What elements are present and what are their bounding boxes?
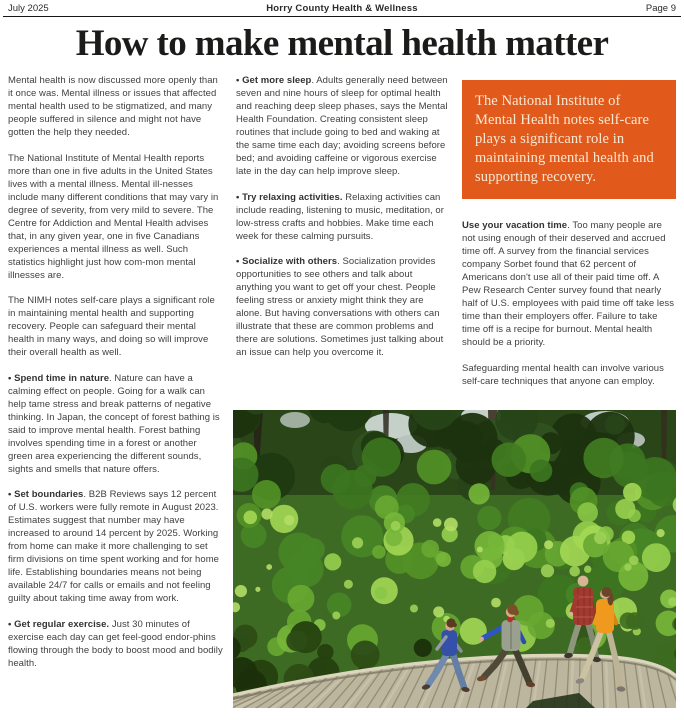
article-paragraph: [8, 294, 223, 359]
paragraph-lead: • Set boundaries: [8, 489, 84, 500]
article-photo-forest-boardwalk: [233, 410, 676, 708]
article-headline: How to make mental health matter: [75, 23, 609, 64]
article-column-1: [8, 74, 223, 682]
paragraph-lead: • Try relaxing activities.: [236, 191, 343, 203]
paragraph-lead: • Get regular exercise.: [8, 618, 110, 630]
paragraph-lead: Use your vacation time: [462, 220, 568, 231]
article-paragraph: [236, 191, 451, 243]
article-paragraph: [8, 618, 223, 670]
paragraph-text: Just 30 minutes of exercise each day can get feel-good endor-phins flowing through the body to boost mood and bodily health.: [8, 618, 223, 669]
paragraph-text: Relaxing activities can include reading, listening to music, meditation, or low-stress crafts and hobbies. Make time each week for these calming pursuits.: [236, 191, 444, 242]
article-paragraph: [236, 74, 451, 178]
pull-quote-box: The National Institute of Mental Health notes self-care plays a significant role in maintaining mental health and supporting recovery.: [462, 80, 676, 199]
paragraph-text: . Nature can have a calming effect on people. Going for a walk can help tame stress and break patterns of negative thinking. In Japan, the concept of forest bathing is said to improve mental health. Forest bathing involves spending time in a forest or another green area experiencing the different sounds, sights and smells that nature offers.: [8, 372, 220, 475]
paragraph-text: . Too many people are not using enough of their deserved and accrued time off. A survey from the financial services company Sorbet found that 62 percent of Americans don't use all of their paid time off. A Pew Research Center survey found that nearly half of U.S. employees with paid time off take less time than their employers offer. Failure to take time off is a recipe for burnout. Mental health should be a priority.: [462, 220, 675, 348]
paragraph-lead: • Socialize with others: [236, 256, 338, 267]
paragraph-text: Mental health is now discussed more openly than it once was. Mental illness or issues that affected mental health used to be stigmatized, and many people suffered in silence and might not have gotten the help they needed.: [8, 75, 218, 138]
article-paragraph: [8, 488, 223, 605]
article-paragraph: [462, 219, 676, 349]
paragraph-text: The National Institute of Mental Health reports more than one in five adults in the United States lives with a mental illness. Mental ill-nesses include many different conditions that may vary in degree of severity, from very mild to severe. The Centre for Addiction and Mental Health advises that, in any given year, one in five Canadians experiences a mental illness as well. Such statistics highlight just how com-mon mental illnesses are.: [8, 152, 219, 281]
paragraph-text: . B2B Reviews says 12 percent of U.S. workers were fully remote in August 2023. Estimates suggest that number may have increased to around 14 percent by 2025. Working from home can make it more challenging to set firm divisions on time spent working and for home life. Establishing boundaries means not being available 24/7 for calls or emails and not feeling guilty about taking time away from work.: [8, 489, 220, 604]
article-paragraph: [8, 74, 223, 139]
article-paragraph: [8, 152, 223, 282]
forest-boardwalk-illustration: [233, 410, 676, 708]
paragraph-text: . Adults generally need between seven and nine hours of sleep for optimal health and reaching deep sleep phases, says the Mental Health Foundation. Creating consistent sleep routines that include going to bed and waking at the same time each day; avoiding screens before bed; and avoiding caffeine or vigorous exercise late in the day can help improve sleep.: [236, 75, 448, 177]
masthead: [8, 3, 676, 16]
page-number: Page 9: [645, 3, 676, 14]
paragraph-lead: • Spend time in nature: [8, 372, 110, 384]
masthead-divider: [3, 16, 681, 17]
article-column-2: [236, 74, 451, 372]
paragraph-text: Safeguarding mental health can involve various self-care techniques that anyone can employ.: [462, 362, 664, 387]
article-paragraph: [462, 362, 676, 388]
paragraph-text: The NIMH notes self-care plays a significant role in maintaining mental health and supporting recovery. People can safeguard their mental health in many ways, and doing so will improve their overall health as well.: [8, 295, 215, 358]
paragraph-lead: • Get more sleep: [236, 75, 312, 86]
issue-date: July 2025: [8, 3, 49, 14]
article-paragraph: [8, 372, 223, 476]
paragraph-text: . Socialization provides opportunities to see others and talk about anything you want to get off your chest. People feeling stress or anxiety might think they are alone. But having conversations with others can illustrate that these are common problems and there are solutions. Sometimes just talking about an issue can help you overcome it.: [236, 256, 444, 358]
publication-title: Horry County Health & Wellness: [266, 3, 418, 14]
article-column-3: [462, 74, 676, 400]
article-paragraph: [236, 255, 451, 359]
